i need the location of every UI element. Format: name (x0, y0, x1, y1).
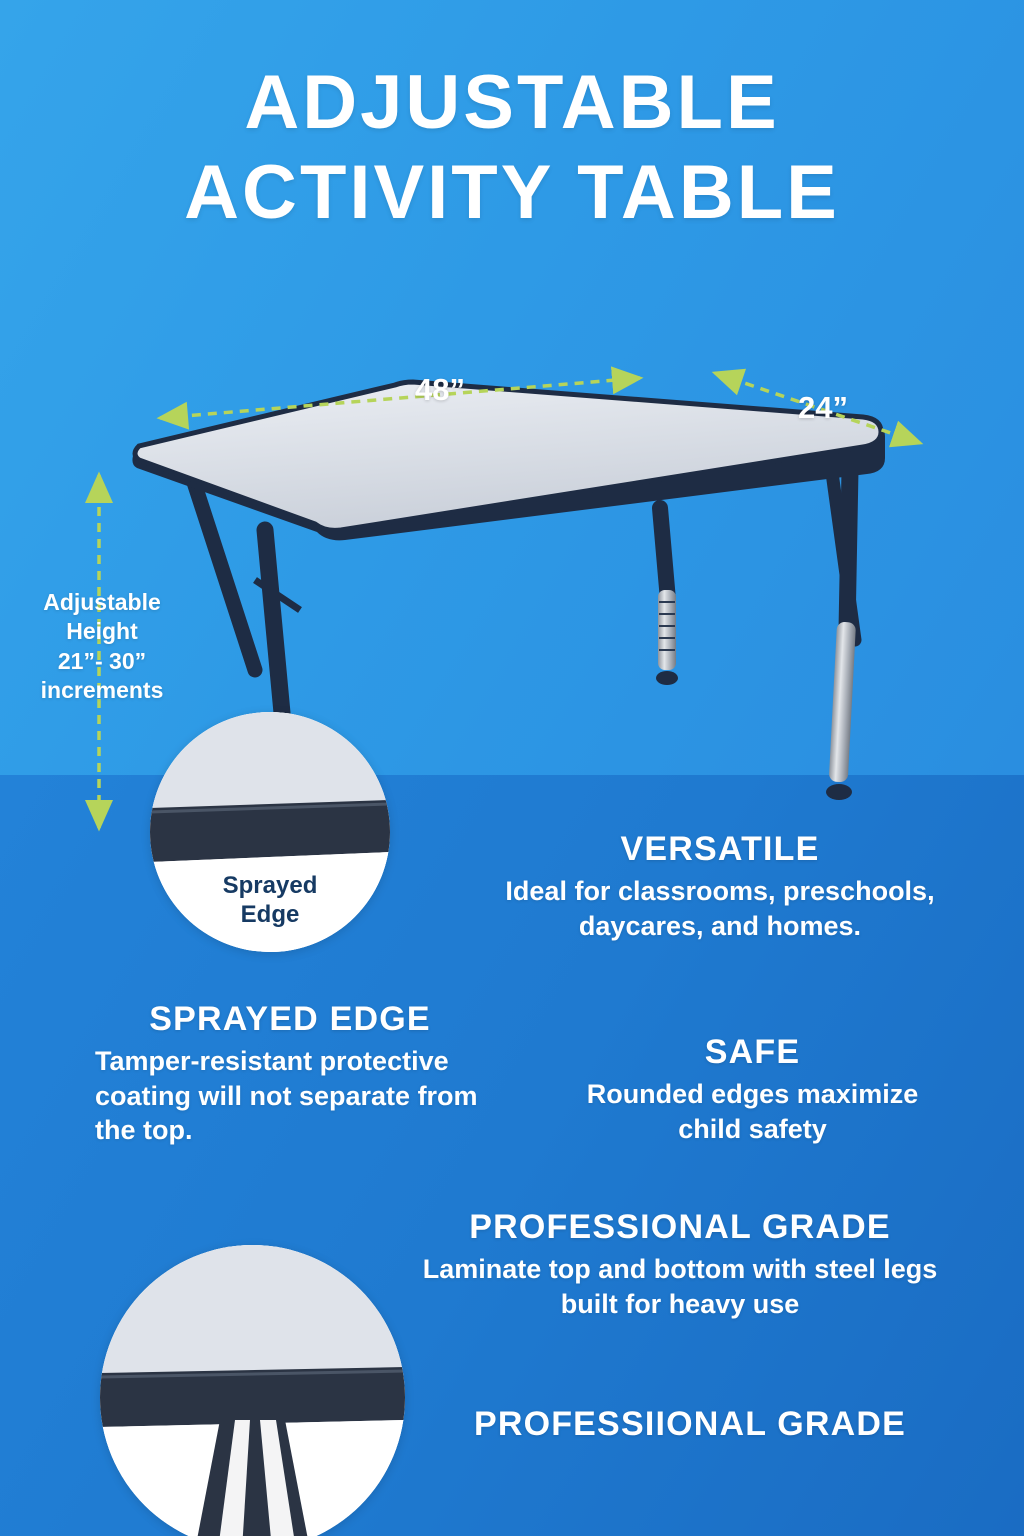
title-line-2: ACTIVITY TABLE (184, 149, 840, 235)
feature-safe-heading: SAFE (704, 1033, 801, 1071)
feature-professional-grade-2-heading: PROFESSIIONAL GRADE (473, 1405, 907, 1443)
title-line-1: ADJUSTABLE (244, 60, 780, 145)
feature-sprayed-edge-body: Tamper-resistant protective coating will not separate from the top. (95, 1046, 478, 1146)
sprayed-caption-line-2: Edge (240, 900, 300, 928)
leg-closeup-circle (100, 1245, 405, 1536)
feature-sprayed-edge (95, 1000, 485, 1148)
feature-professional-grade-2 (440, 1405, 940, 1449)
sprayed-edge-caption (150, 872, 390, 930)
feature-professional-grade-body: Laminate top and bottom with steel legs built for heavy use (422, 1254, 938, 1319)
height-dimension-text (22, 588, 182, 706)
height-line-4: increments (40, 677, 164, 704)
width-dimension-arrow (160, 378, 640, 418)
feature-sprayed-edge-heading: SPRAYED EDGE (149, 1000, 431, 1038)
height-line-3: 21”- 30” (57, 647, 147, 674)
depth-dimension-label: 24” (798, 390, 848, 425)
feature-safe-body: Rounded edges maximize child safety (586, 1079, 919, 1144)
feature-versatile-body: Ideal for classrooms, preschools, daycares, and homes. (505, 876, 935, 941)
feature-professional-grade-heading: PROFESSIONAL GRADE (469, 1208, 891, 1246)
feature-versatile (505, 830, 935, 943)
height-line-1: Adjustable (43, 589, 161, 615)
width-dimension-label: 48” (415, 372, 465, 407)
height-line-2: Height (66, 618, 138, 645)
sprayed-caption-line-1: Sprayed (222, 872, 318, 899)
feature-safe (565, 1033, 940, 1146)
feature-versatile-heading: VERSATILE (620, 830, 820, 868)
feature-professional-grade (420, 1208, 940, 1321)
